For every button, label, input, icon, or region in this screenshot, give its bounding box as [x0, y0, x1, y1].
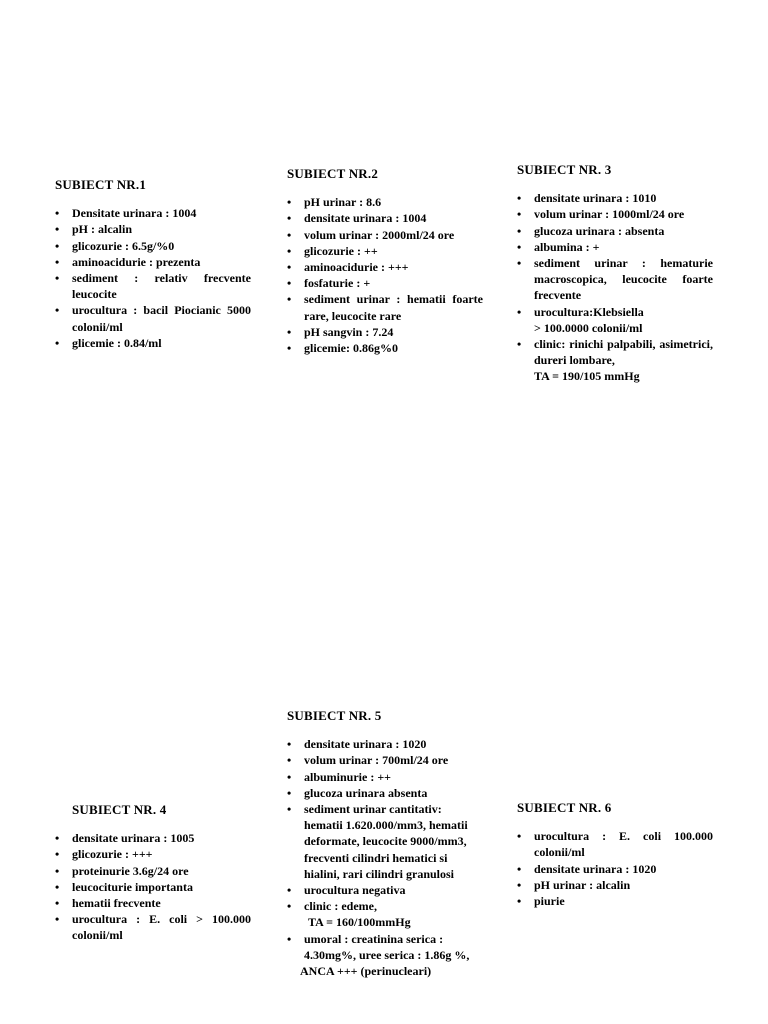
list-item: • urocultura : bacil Piocianic 5000 colonii/ml: [55, 303, 251, 334]
bullet-icon: •: [517, 256, 522, 271]
list-item: • urocultura : E. coli > 100.000 colonii/ml: [55, 912, 251, 943]
list-item: • glucoza urinara absenta: [287, 785, 428, 800]
bullet-icon: •: [55, 912, 60, 927]
bullet-icon: •: [287, 883, 292, 898]
bullet-icon: •: [517, 829, 522, 844]
list-item: • clinic: rinichi palpabili, asimetrici, dureri lombare, TA = 190/105 mmHg: [517, 337, 713, 384]
bullet-icon: •: [517, 191, 522, 206]
bullet-icon: •: [287, 753, 292, 768]
bullet-icon: •: [517, 861, 522, 876]
list-item: • pH urinar : 8.6: [287, 195, 382, 210]
subject-2-list: [287, 194, 483, 356]
bullet-icon: •: [55, 238, 60, 253]
subject-4-list: [55, 830, 251, 943]
subject-4-title: SUBIECT NR. 4: [72, 802, 167, 817]
bullet-icon: •: [517, 877, 522, 892]
list-item: • densitate urinara : 1010: [517, 191, 657, 206]
list-item: • proteinurie 3.6g/24 ore: [55, 863, 189, 878]
list-item: • sediment urinar : hematurie macroscopica, leucocite foarte frecvente: [517, 256, 713, 303]
list-item: • glicozurie : ++: [287, 243, 378, 258]
list-item: • sediment : relativ frecvente leucocite: [55, 271, 251, 302]
subject-5-list: [287, 736, 483, 979]
bullet-icon: •: [287, 292, 292, 307]
list-item: • clinic : edeme, TA = 160/100mmHg: [287, 899, 411, 930]
bullet-icon: •: [517, 304, 522, 319]
bullet-icon: •: [55, 254, 60, 269]
list-item: • piurie: [517, 894, 565, 909]
list-item: • volum urinar : 1000ml/24 ore: [517, 207, 685, 222]
bullet-icon: •: [287, 802, 292, 817]
bullet-icon: •: [287, 785, 292, 800]
list-item: • hematii frecvente: [55, 896, 161, 911]
bullet-icon: •: [287, 227, 292, 242]
subject-1-list: [55, 205, 251, 351]
bullet-icon: •: [517, 223, 522, 238]
bullet-icon: •: [287, 341, 292, 356]
bullet-icon: •: [517, 239, 522, 254]
bullet-icon: •: [55, 335, 60, 350]
subject-1-block: [55, 177, 251, 351]
bullet-icon: •: [55, 303, 60, 318]
list-item: • albuminurie : ++: [287, 769, 392, 784]
list-item: • albumina : +: [517, 239, 600, 254]
bullet-icon: •: [55, 222, 60, 237]
list-item: • volum urinar : 700ml/24 ore: [287, 753, 449, 768]
list-item: • pH : alcalin: [55, 222, 133, 237]
subject-3-title: SUBIECT NR. 3: [517, 162, 612, 177]
list-item: • pH sangvin : 7.24: [287, 324, 394, 339]
bullet-icon: •: [55, 831, 60, 846]
list-item: • densitate urinara : 1020: [517, 861, 657, 876]
list-item: • Densitate urinara : 1004: [55, 206, 197, 221]
bullet-icon: •: [55, 879, 60, 894]
bullet-icon: •: [287, 769, 292, 784]
list-item: • volum urinar : 2000ml/24 ore: [287, 227, 455, 242]
bullet-icon: •: [55, 863, 60, 878]
list-item: • glicemie : 0.84/ml: [55, 335, 162, 350]
subject-5-block: [287, 708, 483, 979]
list-item: • densitate urinara : 1005: [55, 831, 195, 846]
bullet-icon: •: [55, 896, 60, 911]
bullet-icon: •: [55, 847, 60, 862]
list-item: • glucoza urinara : absenta: [517, 223, 665, 238]
subject-6-title: SUBIECT NR. 6: [517, 800, 612, 815]
bullet-icon: •: [287, 195, 292, 210]
bullet-icon: •: [287, 737, 292, 752]
bullet-icon: •: [517, 207, 522, 222]
bullet-icon: •: [287, 211, 292, 226]
list-item: • glicozurie : 6.5g/%0: [55, 238, 175, 253]
subject-5-title: SUBIECT NR. 5: [287, 708, 382, 723]
subject-6-block: [517, 800, 713, 909]
bullet-icon: •: [287, 260, 292, 275]
bullet-icon: •: [287, 243, 292, 258]
list-item: • densitate urinara : 1020: [287, 737, 427, 752]
subject-1-title: SUBIECT NR.1: [55, 177, 147, 192]
list-item: • urocultura negativa: [287, 883, 406, 898]
subject-2-block: [287, 166, 483, 356]
list-item: • urocultura : E. coli 100.000 colonii/ml: [517, 829, 713, 860]
list-item: • aminoacidurie : prezenta: [55, 254, 201, 269]
list-item: • densitate urinara : 1004: [287, 211, 427, 226]
list-item: • sediment urinar cantitativ: hematii 1.620.000/mm3, hematii deformate, leucocite 9000/mm3, frecventi cilindri hematici si hialini, rari cilindri granulosi: [287, 802, 468, 881]
subject-4-block: [55, 802, 251, 944]
bullet-icon: •: [55, 271, 60, 286]
list-item: • sediment urinar : hematii foarte rare, leucocite rare: [287, 292, 483, 323]
bullet-icon: •: [287, 931, 292, 946]
list-item: • glicozurie : +++: [55, 847, 153, 862]
list-item: • glicemie: 0.86g%0: [287, 341, 398, 356]
bullet-icon: •: [287, 324, 292, 339]
subject-3-list: [517, 190, 713, 384]
list-item: • pH urinar : alcalin: [517, 877, 631, 892]
subject-3-block: [517, 162, 713, 385]
list-item: • urocultura:Klebsiella > 100.0000 colonii/ml: [517, 304, 644, 335]
bullet-icon: •: [517, 337, 522, 352]
list-item: • leucociturie importanta: [55, 879, 193, 894]
list-item: • fosfaturie : +: [287, 276, 371, 291]
bullet-icon: •: [287, 899, 292, 914]
subject-6-list: [517, 828, 713, 909]
subject-2-title: SUBIECT NR.2: [287, 166, 379, 181]
bullet-icon: •: [55, 206, 60, 221]
bullet-icon: •: [287, 276, 292, 291]
list-item: • aminoacidurie : +++: [287, 260, 409, 275]
list-item: • umoral : creatinina serica : 4.30mg%, uree serica : 1.86g %, ANCA +++ (perinucleari): [287, 931, 470, 979]
bullet-icon: •: [517, 894, 522, 909]
